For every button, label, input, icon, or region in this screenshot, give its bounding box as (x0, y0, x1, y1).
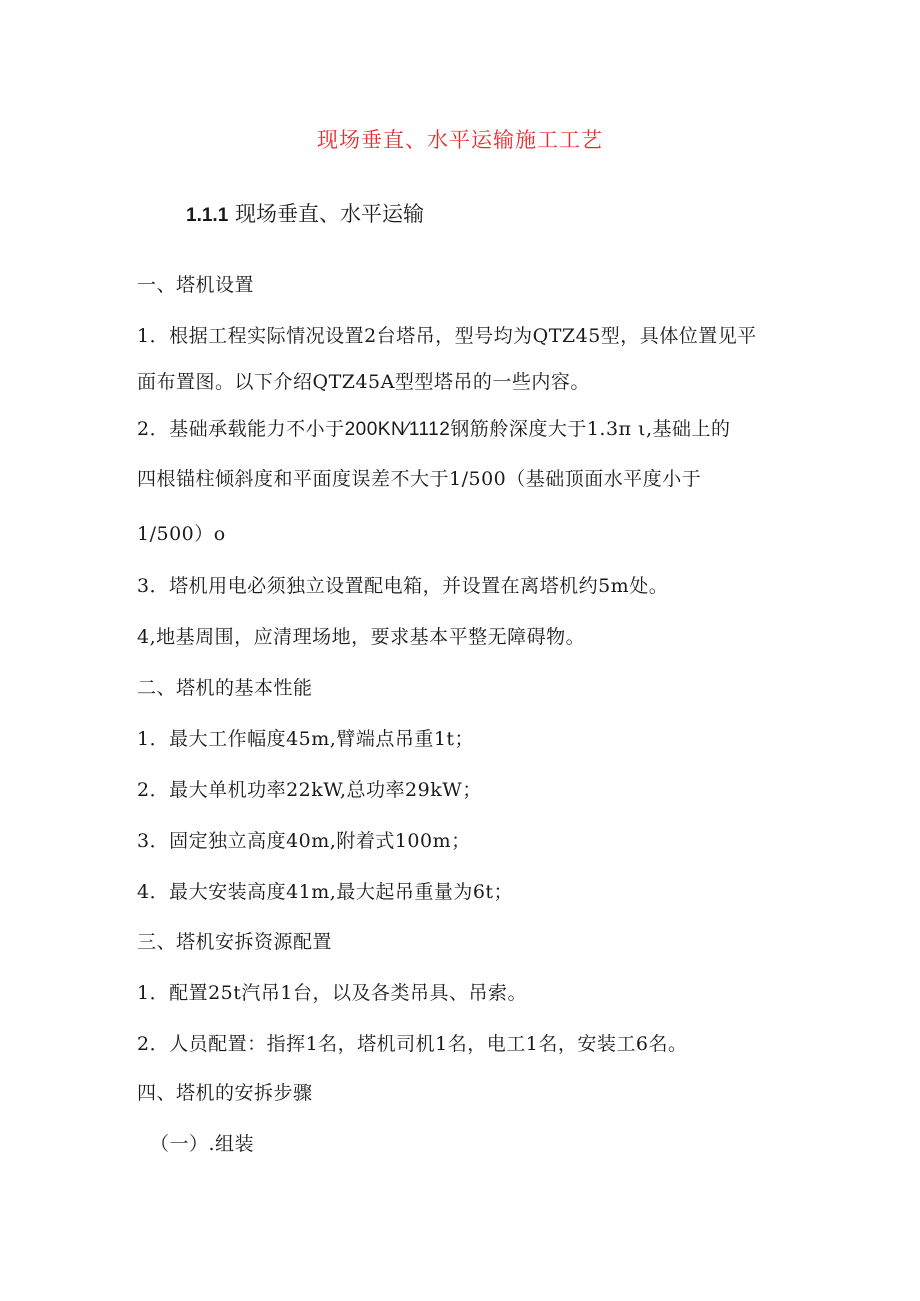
section-heading (186, 198, 424, 228)
paragraph-2-line-3: 1/500）o (137, 523, 226, 545)
paragraph-2-text-a: 2．基础承载能力不小于 (137, 418, 345, 440)
subheading-assembly: （一）.组装 (150, 1133, 255, 1155)
paragraph-3: 3．塔机用电必须独立设置配电箱，并设置在离塔机约5m处。 (137, 575, 669, 597)
paragraph-1-line-2: 面布置图。以下介绍QTZ45A型型塔吊的一些内容。 (137, 371, 590, 393)
paragraph-4: 4,地基周围，应清理场地，要求基本平整无障碍物。 (137, 626, 586, 648)
paragraph-1-line-1: 1．根据工程实际情况设置2台塔吊，型号均为QTZ45型，具体位置见平 (137, 325, 757, 347)
paragraph-2-text-c: 舲深度大于1.3π ι,基础上的 (489, 418, 731, 440)
heading-tower-crane-setup: 一、塔机设置 (137, 274, 255, 296)
paragraph-2-line-1 (137, 414, 731, 441)
spec-item-1: 1．最大工作幅度45m,臂端点吊重1t； (137, 728, 475, 750)
spec-item-4: 4．最大安装高度41m,最大起吊重量为6t； (137, 881, 514, 903)
heading-basic-performance: 二、塔机的基本性能 (137, 677, 313, 699)
heading-resource-allocation: 三、塔机安拆资源配置 (137, 931, 333, 953)
spec-item-3: 3．固定独立高度40m,附着式100m； (137, 830, 471, 852)
heading-installation-steps: 四、塔机的安拆步骤 (137, 1082, 313, 1104)
document-title: 现场垂直、水平运输施工工艺 (317, 128, 603, 152)
paragraph-2-text-b: 200KN⁄1112钢筋 (344, 419, 490, 440)
resource-item-2: 2．人员配置：指挥1名，塔机司机1名，电工1名，安装工6名。 (137, 1033, 688, 1055)
section-title: 现场垂直、水平运输 (234, 202, 424, 226)
spec-item-2: 2．最大单机功率22kW,总功率29kW； (137, 779, 482, 801)
section-number: 1.1.1 (186, 205, 229, 226)
resource-item-1: 1．配置25t汽吊1台，以及各类吊具、吊索。 (137, 982, 527, 1004)
paragraph-2-line-2: 四根锚柱倾斜度和平面度误差不大于1/500（基础顶面水平度小于 (137, 468, 702, 490)
